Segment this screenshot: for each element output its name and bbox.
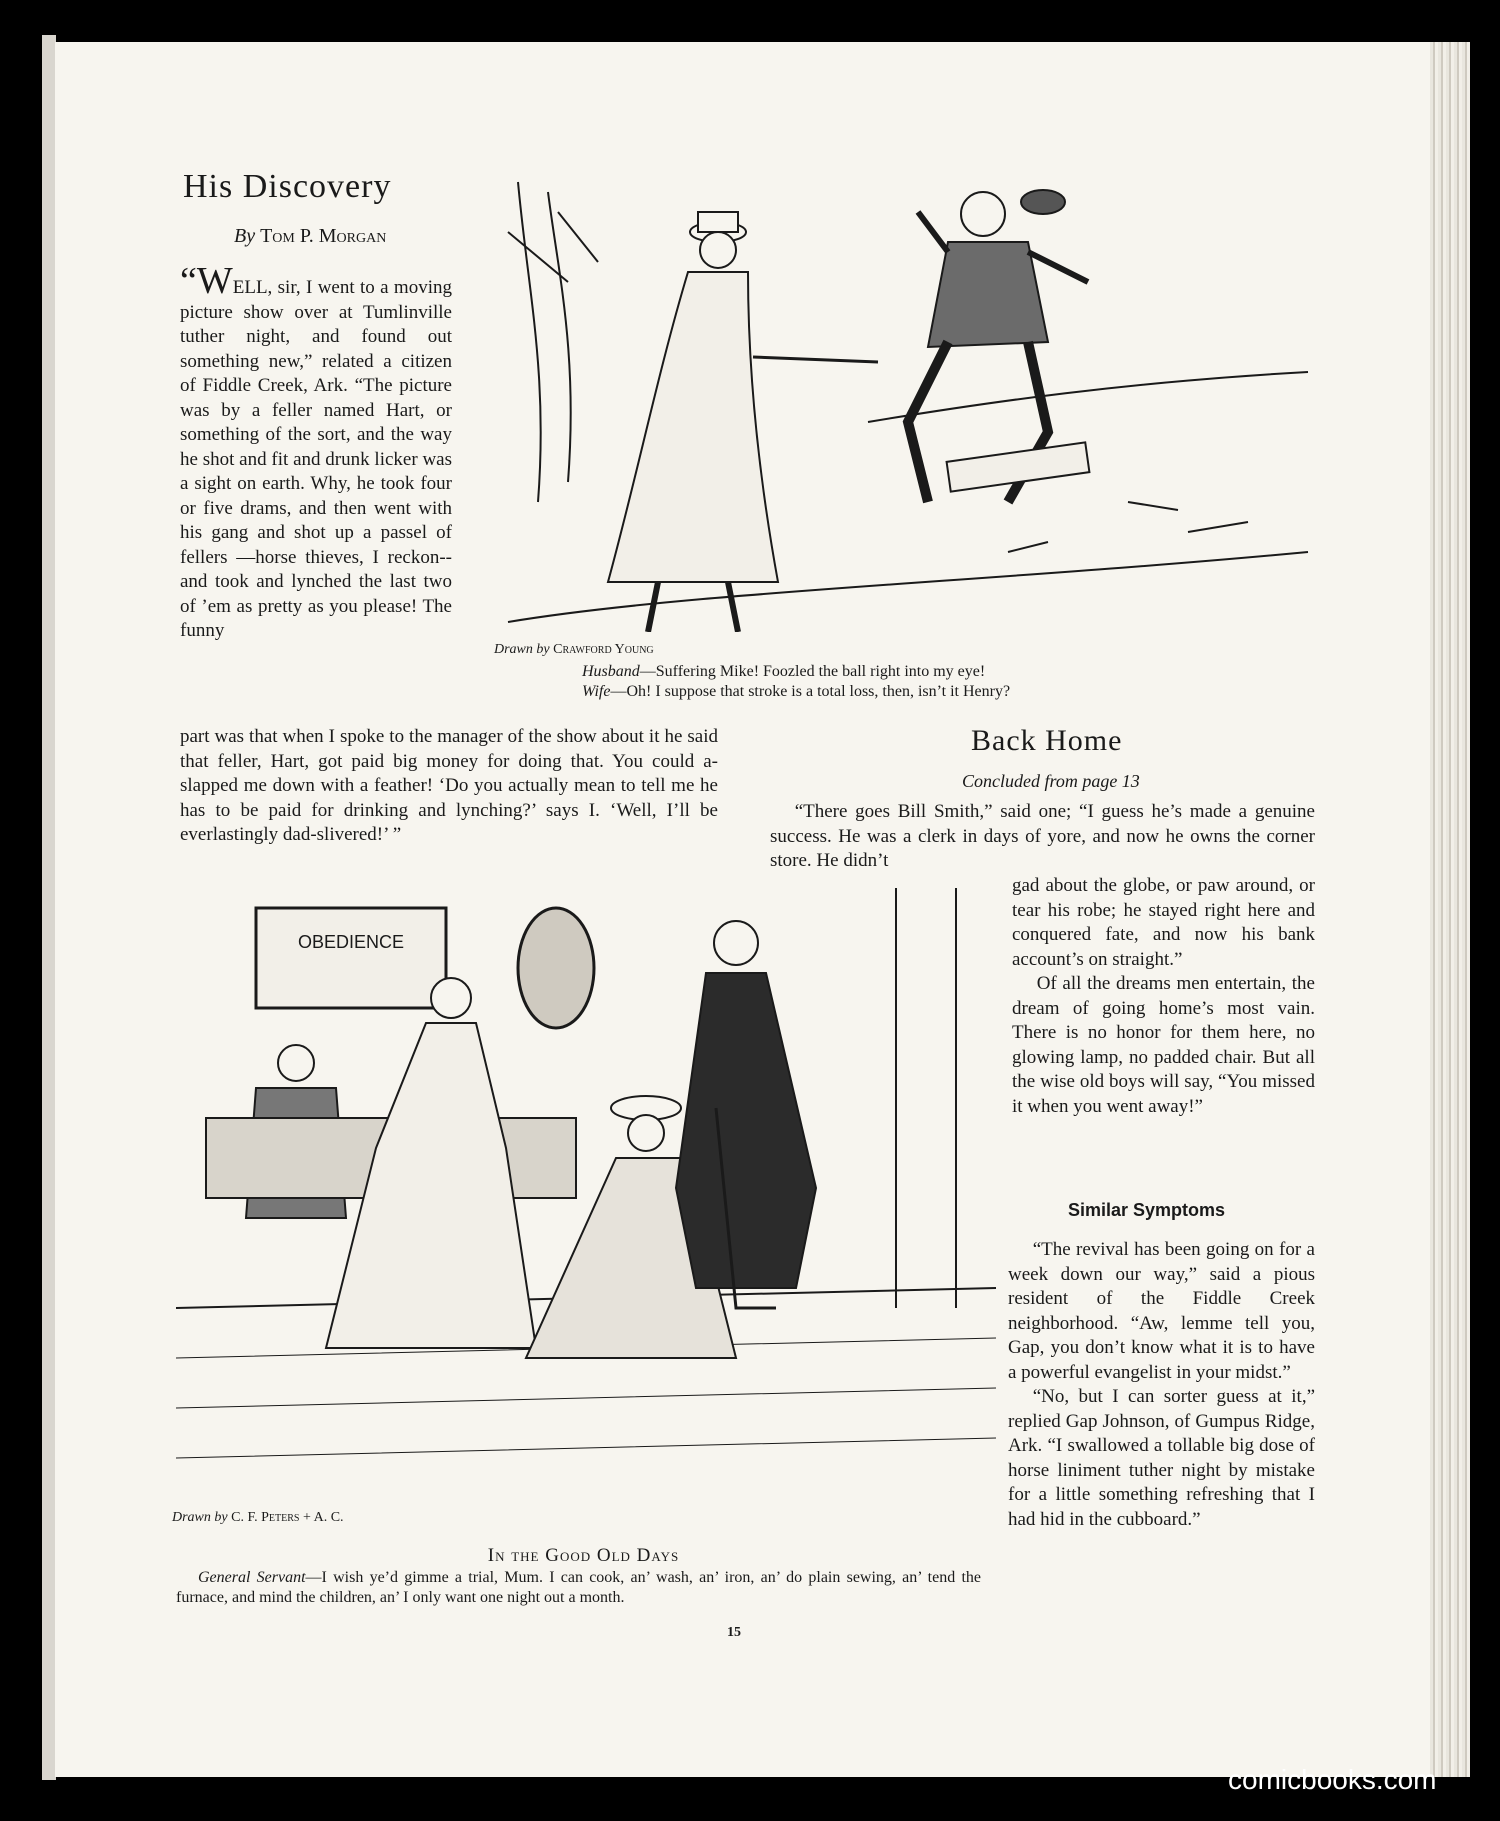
parlor-cartoon <box>176 888 996 1508</box>
standing-lady-right <box>676 921 816 1308</box>
similar-symptoms-para1: “The revival has been going on for a week down our way,” said a pious resident of the Fiddle Creek neighborhood. “Aw, lemme tell you, Gap, you don’t know what it is to have a powerful evangelist in your midst.” <box>1008 1239 1315 1383</box>
speaker-wife: Wife <box>582 683 611 700</box>
article-byline <box>234 225 386 248</box>
article-continuation <box>180 725 718 848</box>
wife-quote: —Oh! I suppose that stroke is a total loss, then, isn’t it Henry? <box>610 683 1011 700</box>
speaker-general-servant: General Servant <box>198 1569 306 1586</box>
caption-line-wife <box>582 682 1010 702</box>
article-title-his-discovery: His Discovery <box>183 168 392 205</box>
back-home-para2: Of all the dreams men entertain, the dream of going home’s most vain. There is no honor for them here, no glowing lamp, no padded chair. But all the wise old boys will say, “You missed it when you went away!” <box>1012 973 1315 1117</box>
cartoon2-caption <box>176 1568 981 1608</box>
binding-edge-left <box>42 35 56 1780</box>
golf-cartoon <box>488 172 1318 632</box>
watermark: comicbooks.com <box>1228 1764 1437 1795</box>
wife-figure <box>608 212 878 632</box>
back-home-para1-narrow: gad about the globe, or paw around, or tear his robe; he stayed right here and conquered fate, and now his bank account’s on straight.” <box>1012 875 1315 970</box>
bare-tree <box>508 182 598 502</box>
back-home-wide <box>770 800 1315 874</box>
back-home-narrow-column <box>1012 874 1315 1119</box>
cartoon2-credit-prefix: Drawn by <box>172 1510 228 1525</box>
cartoon1-credit-name: Crawford Young <box>553 642 654 657</box>
sample-text: OBEDIENCE <box>297 932 405 952</box>
back-home-para1-wide: “There goes Bill Smith,” said one; “I guess he’s made a genuine success. He was a clerk in days of yore, and now he owns the corner store. He didn’t <box>770 801 1315 871</box>
door-frame <box>896 888 956 1308</box>
cartoon1-credit <box>494 642 654 658</box>
oval-portrait <box>518 908 594 1028</box>
speaker-husband: Husband <box>582 663 640 680</box>
lead-text: ELL, sir, I went to a moving picture show over at Tumlinville tuther night, and found out something new,” related a citizen of Fiddle Creek, Ark. “The picture was by a feller named Hart, or something of the sort, and the way he shot and fit and drunk licker was a sight on earth. Why, he took four or five drams, and then went with his gang and shot up a passel of fellers —horse thieves, I reckon-- and took and lynched the last two of ’em as pretty as you please! The funny <box>180 277 452 641</box>
grass-strokes <box>1008 502 1248 552</box>
cartoon2-credit <box>172 1510 344 1526</box>
byline-author: Tom P. Morgan <box>260 225 387 247</box>
cartoon1-credit-prefix: Drawn by <box>494 642 550 657</box>
drop-cap: “W <box>180 260 233 302</box>
byline-prefix: By <box>234 225 256 247</box>
article-title-back-home: Back Home <box>971 724 1123 757</box>
caption-line-husband <box>582 662 1010 682</box>
article-title-similar-symptoms: Similar Symptoms <box>1068 1200 1226 1220</box>
servant-quote: —I wish ye’d gimme a trial, Mum. I can cook, an’ wash, an’ iron, an’ do plain sewing, an’ tend the furnace, and mind the children, an’ I only want one night out a month. <box>176 1569 981 1606</box>
similar-symptoms-para2: “No, but I can sorter guess at it,” replied Gap Johnson, of Gumpus Ridge, Ark. “I swallowed a tollable big dose of horse liniment tuther night by mistake for a little something refreshing that I had hid in the cubboard.” <box>1008 1386 1315 1530</box>
page-number: 15 <box>727 1625 741 1640</box>
continuation-text: part was that when I spoke to the manager of the show about it he said that feller, Hart, got paid big money for doing that. You could a-slapped me down with a feather! ‘Do you actually mean to tell me he has to be paid for drinking and lynching?’ says I. ‘Well, I’ll be everlastingly dad-slivered!’ ” <box>180 726 718 845</box>
husband-quote: —Suffering Mike! Foozled the ball right into my eye! <box>639 663 986 680</box>
article-lead-column <box>180 260 452 644</box>
similar-symptoms-column <box>1008 1238 1315 1532</box>
cartoon2-credit-name: C. F. Peters + A. C. <box>231 1510 344 1525</box>
flying-cap <box>1021 190 1065 214</box>
lead-paragraph <box>180 260 452 644</box>
golf-cartoon-drawing <box>488 172 1318 632</box>
cartoon2-title: In the Good Old Days <box>487 1545 680 1566</box>
page-stack-right <box>1430 42 1470 1777</box>
cartoon1-caption <box>582 662 1010 702</box>
obedience-sample <box>256 908 446 1008</box>
article-subtitle: Concluded from page 13 <box>962 771 1140 791</box>
parlor-cartoon-drawing <box>176 888 996 1508</box>
